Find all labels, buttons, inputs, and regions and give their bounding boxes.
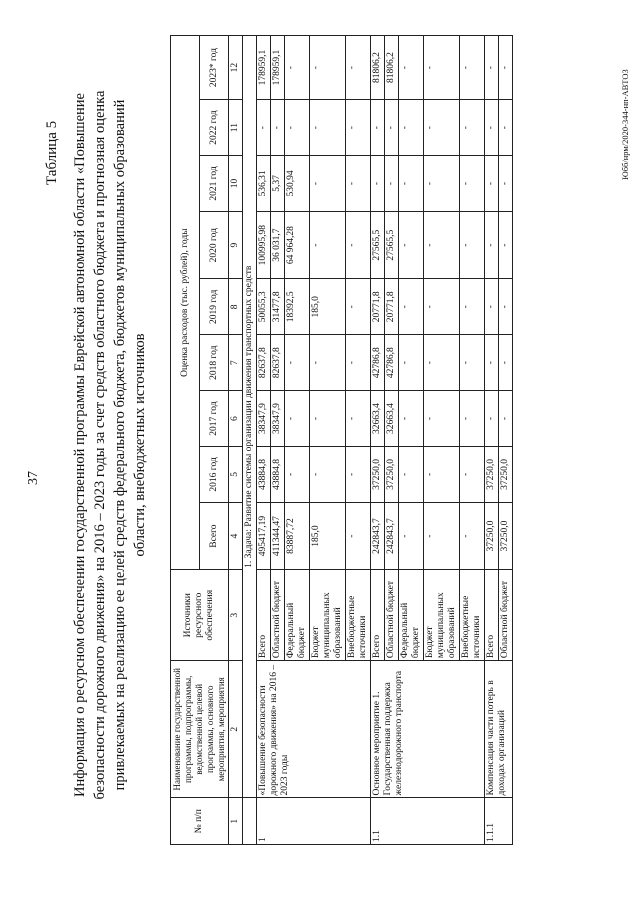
- value-cell: 100995,98: [257, 211, 271, 279]
- value-cell: -: [346, 100, 371, 156]
- value-cell: -: [285, 335, 310, 391]
- resource-table: [170, 35, 513, 845]
- value-cell: -: [271, 100, 285, 156]
- index-cell: 4: [229, 502, 243, 570]
- value-cell: -: [499, 335, 513, 391]
- value-cell: -: [346, 211, 371, 279]
- value-cell: -: [424, 211, 460, 279]
- value-cell: 495417,19: [257, 502, 271, 570]
- value-cell: -: [285, 446, 310, 502]
- source-cell: Областной бюджет: [385, 570, 399, 661]
- value-cell: -: [346, 502, 371, 570]
- value-cell: -: [310, 156, 346, 212]
- value-cell: 185,0: [310, 502, 346, 570]
- index-cell: 3: [229, 570, 243, 661]
- value-cell: -: [499, 100, 513, 156]
- value-cell: -: [485, 36, 499, 100]
- value-cell: 43884,8: [257, 446, 271, 502]
- value-cell: 37250,0: [485, 502, 499, 570]
- value-cell: 36 031,7: [271, 211, 285, 279]
- value-cell: 27565,5: [385, 211, 399, 279]
- value-cell: -: [460, 446, 485, 502]
- value-cell: 37250,0: [385, 446, 399, 502]
- value-cell: -: [346, 279, 371, 335]
- source-cell: Бюджет муниципальных образований: [310, 570, 346, 661]
- value-cell: -: [399, 335, 424, 391]
- value-cell: 37250,0: [499, 446, 513, 502]
- value-cell: -: [346, 446, 371, 502]
- header-estimate-group: Оценка расходов (тыс. рублей), годы: [171, 36, 200, 570]
- header-year: 2022 год: [200, 100, 229, 156]
- value-cell: -: [285, 391, 310, 447]
- resource-table-wrap: [170, 35, 513, 845]
- source-cell: Внебюджетные источники: [346, 570, 371, 661]
- value-cell: -: [310, 391, 346, 447]
- header-year: 2016 год: [200, 446, 229, 502]
- value-cell: -: [460, 211, 485, 279]
- value-cell: 83887,72: [285, 502, 310, 570]
- value-cell: -: [424, 335, 460, 391]
- row-number: 1: [257, 798, 371, 845]
- value-cell: -: [424, 156, 460, 212]
- value-cell: 37250,0: [499, 502, 513, 570]
- value-cell: 411344,47: [271, 502, 285, 570]
- table-label: Таблица 5: [44, 120, 60, 185]
- program-name: «Повышение безопасности дорожного движения» на 2016 – 2023 годы: [257, 661, 371, 798]
- value-cell: -: [399, 211, 424, 279]
- header-year: 2021 год: [200, 156, 229, 212]
- value-cell: -: [285, 100, 310, 156]
- value-cell: -: [385, 100, 399, 156]
- value-cell: -: [310, 335, 346, 391]
- value-cell: -: [424, 391, 460, 447]
- header-year: 2020 год: [200, 211, 229, 279]
- index-cell: 8: [229, 279, 243, 335]
- value-cell: -: [485, 335, 499, 391]
- value-cell: 42786,8: [371, 335, 385, 391]
- program-name: Компенсация части потерь в доходах организаций: [485, 661, 513, 798]
- row-number: 1.1.1: [485, 798, 513, 845]
- value-cell: 536,31: [257, 156, 271, 212]
- value-cell: 37250,0: [485, 446, 499, 502]
- value-cell: -: [310, 211, 346, 279]
- page-number: 37: [26, 471, 41, 485]
- index-cell: 7: [229, 335, 243, 391]
- value-cell: -: [424, 36, 460, 100]
- value-cell: 38347,9: [257, 391, 271, 447]
- header-num: № п/п: [171, 798, 229, 845]
- source-cell: Всего: [257, 570, 271, 661]
- index-cell: 11: [229, 100, 243, 156]
- value-cell: -: [346, 156, 371, 212]
- source-cell: Федеральный бюджет: [399, 570, 424, 661]
- source-cell: Внебюджетные источники: [460, 570, 485, 661]
- program-name: Основное мероприятие 1. Государственная поддержка железнодорожного транспорта: [371, 661, 485, 798]
- value-cell: -: [485, 100, 499, 156]
- value-cell: 31477,8: [271, 279, 285, 335]
- value-cell: -: [399, 502, 424, 570]
- value-cell: -: [499, 279, 513, 335]
- value-cell: -: [424, 279, 460, 335]
- value-cell: 81806,2: [371, 36, 385, 100]
- document-title: Информация о ресурсном обеспечении государственной программы Еврейской автономной области «Повышение безопасности дорожного движения» на 2016 – 2023 годы за счет средств областного бюджета и прогнозная оценка привлекаемых на реализацию ее целей средств федерального бюджета, бюджетов муниципальных образований области, внебюджетных источников: [72, 90, 148, 800]
- value-cell: -: [460, 100, 485, 156]
- value-cell: -: [346, 391, 371, 447]
- header-year: 2023* год: [200, 36, 229, 100]
- value-cell: 242843,7: [385, 502, 399, 570]
- value-cell: -: [385, 156, 399, 212]
- value-cell: 32663,4: [385, 391, 399, 447]
- index-cell: 9: [229, 211, 243, 279]
- header-year: 2017 год: [200, 391, 229, 447]
- source-cell: Областной бюджет: [499, 570, 513, 661]
- value-cell: -: [460, 335, 485, 391]
- header-source: Источники ресурсного обеспечения: [171, 570, 229, 661]
- value-cell: -: [310, 100, 346, 156]
- value-cell: -: [485, 211, 499, 279]
- value-cell: -: [424, 446, 460, 502]
- header-name: Наименование государственной программы, подпрограммы, ведомственной целевой программы, основного мероприятия, мероприятия: [171, 661, 229, 798]
- value-cell: 42786,8: [385, 335, 399, 391]
- value-cell: 27565,5: [371, 211, 385, 279]
- value-cell: -: [257, 100, 271, 156]
- index-cell: 12: [229, 36, 243, 100]
- value-cell: -: [310, 446, 346, 502]
- index-cell: 5: [229, 446, 243, 502]
- value-cell: -: [499, 156, 513, 212]
- value-cell: -: [399, 446, 424, 502]
- header-year: 2018 год: [200, 335, 229, 391]
- value-cell: -: [485, 391, 499, 447]
- source-cell: Всего: [371, 570, 385, 661]
- value-cell: -: [460, 36, 485, 100]
- value-cell: -: [460, 279, 485, 335]
- value-cell: 185,0: [310, 279, 346, 335]
- value-cell: 43884,8: [271, 446, 285, 502]
- value-cell: -: [346, 36, 371, 100]
- value-cell: 81806,2: [385, 36, 399, 100]
- source-cell: Всего: [485, 570, 499, 661]
- value-cell: -: [424, 502, 460, 570]
- index-cell: 10: [229, 156, 243, 212]
- index-cell: 6: [229, 391, 243, 447]
- value-cell: 5,37: [271, 156, 285, 212]
- value-cell: 37250,0: [371, 446, 385, 502]
- value-cell: -: [371, 156, 385, 212]
- value-cell: -: [310, 36, 346, 100]
- footer-document-code: Юбб/нрм/2020-344-нп-ABTO3: [620, 69, 630, 180]
- value-cell: -: [499, 36, 513, 100]
- value-cell: -: [460, 391, 485, 447]
- value-cell: 50055,3: [257, 279, 271, 335]
- value-cell: 178959,1: [257, 36, 271, 100]
- value-cell: 242843,7: [371, 502, 385, 570]
- value-cell: -: [399, 391, 424, 447]
- value-cell: -: [485, 279, 499, 335]
- header-total: Всего: [200, 502, 229, 570]
- header-year: 2019 год: [200, 279, 229, 335]
- value-cell: 20771,8: [371, 279, 385, 335]
- value-cell: 530,94: [285, 156, 310, 212]
- value-cell: -: [399, 100, 424, 156]
- value-cell: -: [346, 335, 371, 391]
- source-cell: Бюджет муниципальных образований: [424, 570, 460, 661]
- index-cell: 1: [229, 798, 243, 845]
- value-cell: 64 964,28: [285, 211, 310, 279]
- value-cell: 20771,8: [385, 279, 399, 335]
- value-cell: -: [399, 279, 424, 335]
- row-number: 1.1: [371, 798, 485, 845]
- value-cell: -: [460, 156, 485, 212]
- value-cell: -: [399, 36, 424, 100]
- value-cell: 82637,8: [257, 335, 271, 391]
- value-cell: 18392,5: [285, 279, 310, 335]
- value-cell: -: [285, 36, 310, 100]
- value-cell: -: [499, 211, 513, 279]
- source-cell: Областной бюджет: [271, 570, 285, 661]
- source-cell: Федеральный бюджет: [285, 570, 310, 661]
- value-cell: -: [399, 156, 424, 212]
- value-cell: -: [485, 156, 499, 212]
- value-cell: -: [460, 502, 485, 570]
- task-row: 1. Задача: Развитие системы организации движения транспортных средств: [243, 36, 257, 798]
- value-cell: 82637,8: [271, 335, 285, 391]
- value-cell: -: [499, 391, 513, 447]
- value-cell: 32663,4: [371, 391, 385, 447]
- value-cell: -: [371, 100, 385, 156]
- value-cell: 178959,1: [271, 36, 285, 100]
- value-cell: 38347,9: [271, 391, 285, 447]
- index-cell: 2: [229, 661, 243, 798]
- value-cell: -: [424, 100, 460, 156]
